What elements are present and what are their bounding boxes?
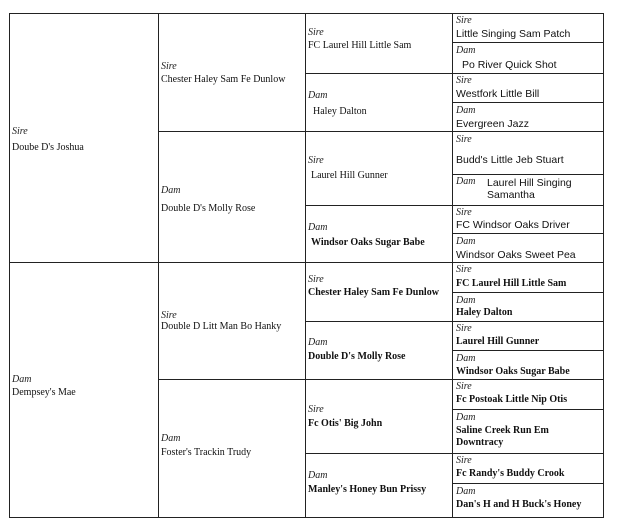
gen4-ddd-sire-name: Fc Randy's Buddy Crook <box>456 468 565 479</box>
gen4-dsd-sire-name: Laurel Hill Gunner <box>456 336 540 347</box>
role-label-sire: Sire <box>308 404 324 415</box>
gen4-sss-sire-name: Little Singing Sam Patch <box>456 28 571 40</box>
gen4-ssd-sire-name: Westfork Little Bill <box>456 88 540 100</box>
gen1-sire-cell <box>9 13 159 263</box>
gen2-dam-sire-name: Double D Litt Man Bo Hanky <box>161 321 282 332</box>
gen4-sdd-sire-name: FC Windsor Oaks Driver <box>456 219 570 231</box>
role-label-sire: Sire <box>12 126 28 137</box>
subject-dam-name: Dempsey's Mae <box>12 387 76 398</box>
gen4-ddd-dam-name: Dan's H and H Buck's Honey <box>456 499 582 510</box>
gen3-ss-sire-name: FC Laurel Hill Little Sam <box>308 40 412 51</box>
role-label-sire: Sire <box>456 15 472 26</box>
role-label-sire: Sire <box>161 310 177 321</box>
gen4-ddd-sire-cell <box>452 453 604 484</box>
role-label-dam: Dam <box>456 176 476 187</box>
gen4-dsd-sire-cell <box>452 321 604 351</box>
role-label-dam: Dam <box>308 222 328 233</box>
gen2-sire-sire-name: Chester Haley Sam Fe Dunlow <box>161 74 286 85</box>
gen4-dss-dam-cell <box>452 292 604 322</box>
gen4-sdd-dam-cell <box>452 233 604 263</box>
gen4-dss-dam-name: Haley Dalton <box>456 307 513 318</box>
gen4-sss-dam-cell <box>452 42 604 74</box>
role-label-sire: Sire <box>456 381 472 392</box>
gen3-dd-sire-name: Fc Otis' Big John <box>308 418 383 429</box>
gen3-ds-sire-cell <box>305 262 453 322</box>
gen2-sire-dam-name: Double D's Molly Rose <box>161 203 256 214</box>
gen4-sds-sire-cell <box>452 131 604 175</box>
gen4-dss-sire-name: FC Laurel Hill Little Sam <box>456 278 567 289</box>
gen2-sire-dam-cell <box>158 131 306 263</box>
gen4-ssd-sire-cell <box>452 73 604 103</box>
role-label-dam: Dam <box>456 105 476 116</box>
gen1-dam-cell <box>9 262 159 518</box>
gen3-sd-dam-name: Windsor Oaks Sugar Babe <box>311 237 425 248</box>
gen4-dsd-dam-name: Windsor Oaks Sugar Babe <box>456 366 570 377</box>
gen4-ssd-dam-cell <box>452 102 604 132</box>
role-label-dam: Dam <box>456 353 476 364</box>
gen4-dds-sire-name: Fc Postoak Little Nip Otis <box>456 394 568 405</box>
subject-sire-name: Doube D's Joshua <box>12 142 84 153</box>
gen2-sire-sire-cell <box>158 13 306 132</box>
gen3-ds-sire-name: Chester Haley Sam Fe Dunlow <box>308 287 439 298</box>
role-label-dam: Dam <box>308 337 328 348</box>
gen4-sds-sire-name: Budd's Little Jeb Stuart <box>456 154 564 166</box>
role-label-sire: Sire <box>308 155 324 166</box>
role-label-dam: Dam <box>456 412 476 423</box>
role-label-dam: Dam <box>456 45 476 56</box>
gen2-dam-sire-cell <box>158 262 306 380</box>
role-label-dam: Dam <box>308 90 328 101</box>
gen4-ddd-dam-cell <box>452 483 604 518</box>
gen3-dd-sire-cell <box>305 379 453 454</box>
role-label-dam: Dam <box>161 433 181 444</box>
role-label-sire: Sire <box>308 27 324 38</box>
role-label-sire: Sire <box>456 264 472 275</box>
gen4-dds-dam-cell <box>452 409 604 454</box>
gen4-sss-dam-name: Po River Quick Shot <box>462 59 557 71</box>
role-label-sire: Sire <box>308 274 324 285</box>
role-label-sire: Sire <box>456 134 472 145</box>
role-label-dam: Dam <box>456 486 476 497</box>
gen3-sd-sire-cell <box>305 131 453 206</box>
role-label-sire: Sire <box>456 323 472 334</box>
gen3-ss-dam-cell <box>305 73 453 132</box>
gen4-sdd-sire-cell <box>452 205 604 234</box>
role-label-sire: Sire <box>456 455 472 466</box>
role-label-sire: Sire <box>456 75 472 86</box>
gen4-sds-dam-cell <box>452 174 604 206</box>
gen2-dam-dam-name: Foster's Trackin Trudy <box>161 447 252 458</box>
gen2-dam-dam-cell <box>158 379 306 518</box>
gen3-dd-dam-name: Manley's Honey Bun Prissy <box>308 484 427 495</box>
gen4-sds-dam-name: Laurel Hill Singing Samantha <box>487 177 572 201</box>
gen3-dd-dam-cell <box>305 453 453 518</box>
gen4-dds-dam-name: Saline Creek Run Em Downtracy <box>456 425 549 448</box>
gen4-dds-sire-cell <box>452 379 604 410</box>
gen4-sdd-dam-name: Windsor Oaks Sweet Pea <box>456 249 576 261</box>
gen4-ssd-dam-name: Evergreen Jazz <box>456 118 529 130</box>
gen3-sd-sire-name: Laurel Hill Gunner <box>311 170 388 181</box>
role-label-dam: Dam <box>12 374 32 385</box>
gen3-sd-dam-cell <box>305 205 453 263</box>
gen3-ds-dam-cell <box>305 321 453 380</box>
role-label-dam: Dam <box>161 185 181 196</box>
role-label-dam: Dam <box>456 295 476 306</box>
role-label-dam: Dam <box>456 236 476 247</box>
gen4-dss-sire-cell <box>452 262 604 293</box>
gen4-dsd-dam-cell <box>452 350 604 380</box>
gen3-ds-dam-name: Double D's Molly Rose <box>308 351 406 362</box>
gen4-sss-sire-cell <box>452 13 604 43</box>
role-label-dam: Dam <box>308 470 328 481</box>
gen3-ss-dam-name: Haley Dalton <box>313 106 367 117</box>
role-label-sire: Sire <box>161 61 177 72</box>
role-label-sire: Sire <box>456 207 472 218</box>
gen3-ss-sire-cell <box>305 13 453 74</box>
